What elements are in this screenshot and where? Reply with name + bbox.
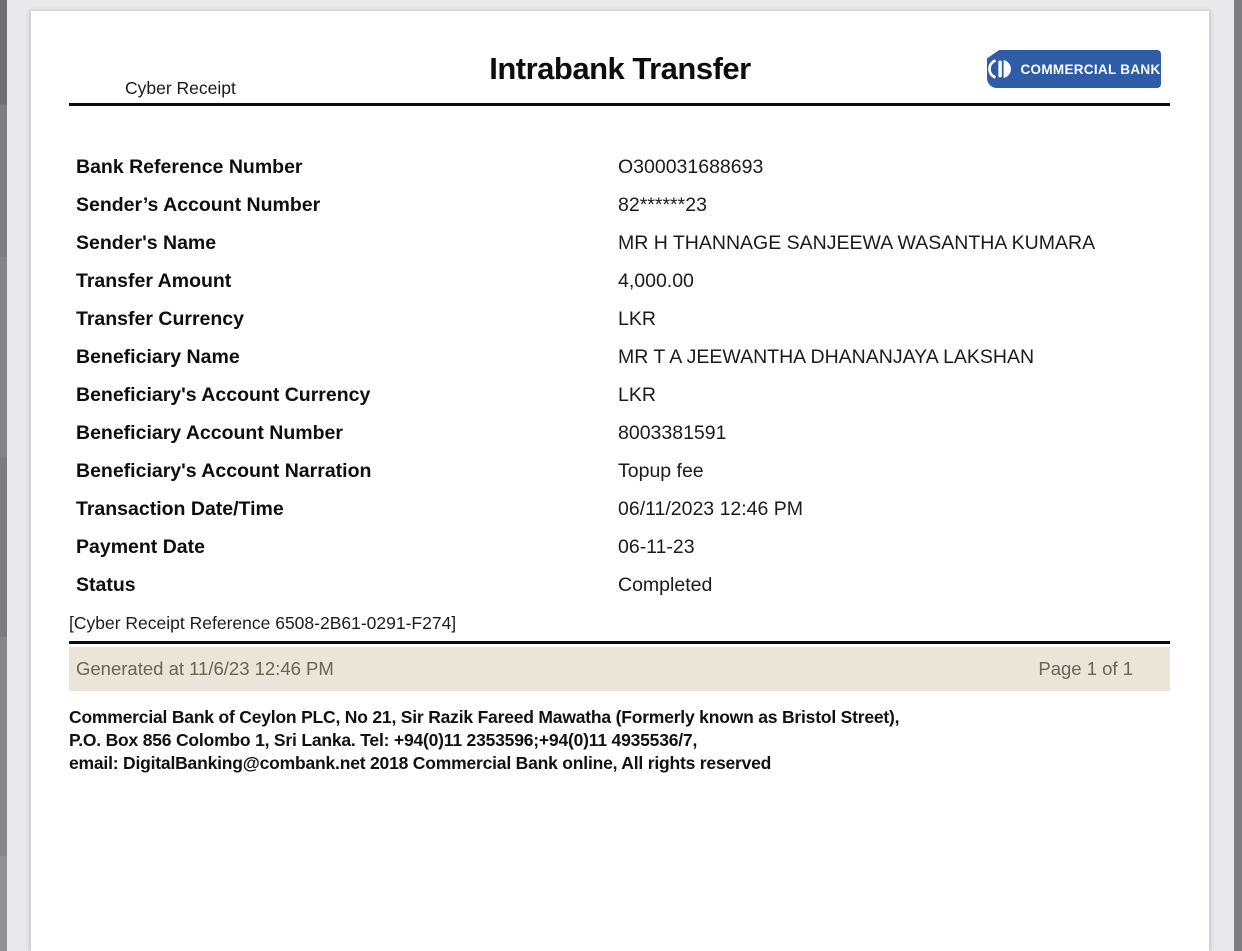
field-label: Transfer Amount — [76, 270, 232, 292]
doc-type-label: Cyber Receipt — [125, 78, 236, 98]
logo-text: COMMERCIAL BANK — [1020, 61, 1161, 77]
field-row — [76, 262, 1169, 300]
field-value: 4,000.00 — [618, 270, 694, 292]
field-row — [76, 224, 1169, 262]
left-edge-strip — [0, 0, 7, 951]
field-label: Beneficiary's Account Currency — [76, 384, 371, 406]
header-divider — [69, 103, 1170, 106]
field-value: 82******23 — [618, 194, 707, 216]
receipt-header — [31, 11, 1209, 106]
field-value: 8003381591 — [618, 422, 727, 444]
reference-divider — [69, 641, 1170, 644]
field-row — [76, 452, 1169, 490]
field-value: Completed — [618, 574, 713, 596]
field-row — [76, 300, 1169, 338]
field-value: Topup fee — [618, 460, 704, 482]
field-value: O300031688693 — [618, 156, 764, 178]
footer-line: P.O. Box 856 Colombo 1, Sri Lanka. Tel: +94(0)11 2353596;+94(0)11 4935536/7, — [69, 729, 698, 750]
field-label: Transfer Currency — [76, 308, 244, 330]
field-row — [76, 148, 1169, 186]
commercial-bank-emblem-icon — [988, 59, 1014, 79]
field-label: Beneficiary Name — [76, 346, 240, 368]
field-row — [76, 186, 1169, 224]
field-value: MR H THANNAGE SANJEEWA WASANTHA KUMARA — [618, 232, 1096, 254]
field-value: LKR — [618, 384, 656, 406]
field-label: Beneficiary's Account Narration — [76, 460, 372, 482]
field-label: Status — [76, 574, 136, 596]
field-row — [76, 490, 1169, 528]
field-row — [76, 566, 1169, 604]
field-row — [76, 528, 1169, 566]
status-bar — [69, 647, 1170, 691]
footer-line: Commercial Bank of Ceylon PLC, No 21, Sir Razik Fareed Mawatha (Formerly known as Bristol Street), — [69, 706, 900, 727]
field-label: Sender's Name — [76, 232, 217, 254]
field-value: LKR — [618, 308, 656, 330]
field-row — [76, 338, 1169, 376]
footer-text — [69, 706, 1169, 775]
field-value: 06/11/2023 12:46 PM — [618, 498, 804, 520]
receipt-page — [30, 10, 1210, 951]
right-edge-strip — [1234, 0, 1242, 951]
field-label: Transaction Date/Time — [76, 498, 284, 520]
field-label: Beneficiary Account Number — [76, 422, 343, 444]
commercial-bank-logo — [987, 50, 1161, 88]
page-title: Intrabank Transfer — [489, 51, 751, 86]
receipt-reference: [Cyber Receipt Reference 6508-2B61-0291-F274] — [69, 613, 457, 633]
field-row — [76, 414, 1169, 452]
fields-table — [76, 148, 1169, 604]
field-label: Sender’s Account Number — [76, 194, 321, 216]
page-number-label: Page 1 of 1 — [1038, 657, 1133, 679]
field-row — [76, 376, 1169, 414]
field-label: Bank Reference Number — [76, 156, 303, 178]
field-value: 06-11-23 — [618, 536, 695, 558]
field-value: MR T A JEEWANTHA DHANANJAYA LAKSHAN — [618, 346, 1035, 368]
footer-line: email: DigitalBanking@combank.net 2018 Commercial Bank online, All rights reserved — [69, 752, 772, 773]
generated-at-label: Generated at 11/6/23 12:46 PM — [76, 657, 334, 679]
field-label: Payment Date — [76, 536, 205, 558]
